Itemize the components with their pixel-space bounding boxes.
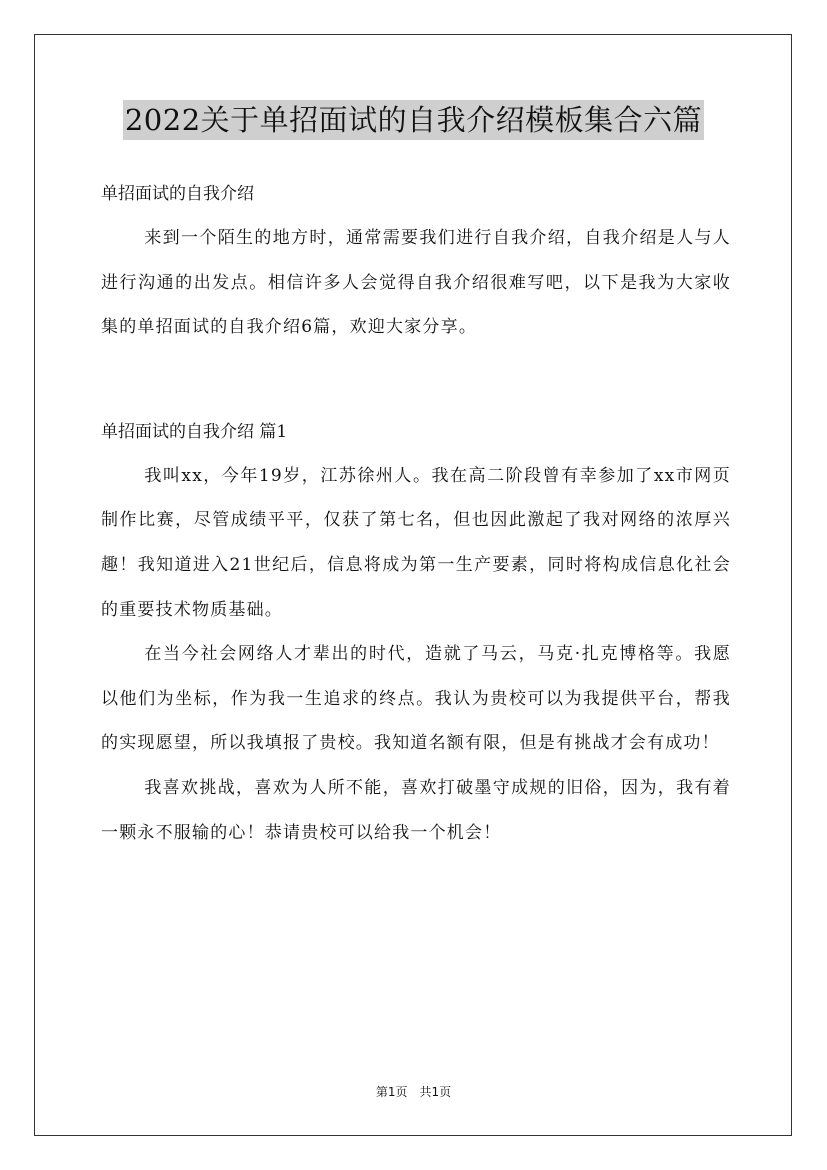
section1-paragraph-2: 在当今社会网络人才辈出的时代，造就了马云，马克·扎克博格等。我愿以他们为坐标，作为我一生追求的终点。我认为贵校可以为我提供平台，帮我的实现愿望，所以我填报了贵校。我知道名额有限，但是有挑战才会有成功！ bbox=[101, 644, 731, 754]
section1-heading: 单招面试的自我介绍 篇1 bbox=[101, 421, 288, 442]
intro-paragraph: 来到一个陌生的地方时，通常需要我们进行自我介绍，自我介绍是人与人进行沟通的出发点。相信许多人会觉得自我介绍很难写吧，以下是我为大家收集的单招面试的自我介绍6篇，欢迎大家分享。 bbox=[101, 228, 731, 338]
section-spacer bbox=[101, 350, 731, 410]
title-container bbox=[0, 100, 827, 140]
document-title: 2022关于单招面试的自我介绍模板集合六篇 bbox=[123, 100, 704, 140]
section1-paragraph-1: 我叫xx，今年19岁，江苏徐州人。我在高二阶段曾有幸参加了xx市网页制作比赛，尽管成绩平平，仅获了第七名，但也因此激起了我对网络的浓厚兴趣！我知道进入21世纪后，信息将成为第一生产要素，同时将构成信息化社会的重要技术物质基础。 bbox=[101, 465, 731, 620]
document-body bbox=[101, 172, 731, 855]
section1-paragraph-3: 我喜欢挑战，喜欢为人所不能，喜欢打破墨守成规的旧俗，因为，我有着一颗永不服输的心！恭请贵校可以给我一个机会！ bbox=[101, 777, 731, 843]
page-number-footer: 第1页 共1页 bbox=[375, 1085, 452, 1099]
intro-heading: 单招面试的自我介绍 bbox=[101, 184, 254, 204]
